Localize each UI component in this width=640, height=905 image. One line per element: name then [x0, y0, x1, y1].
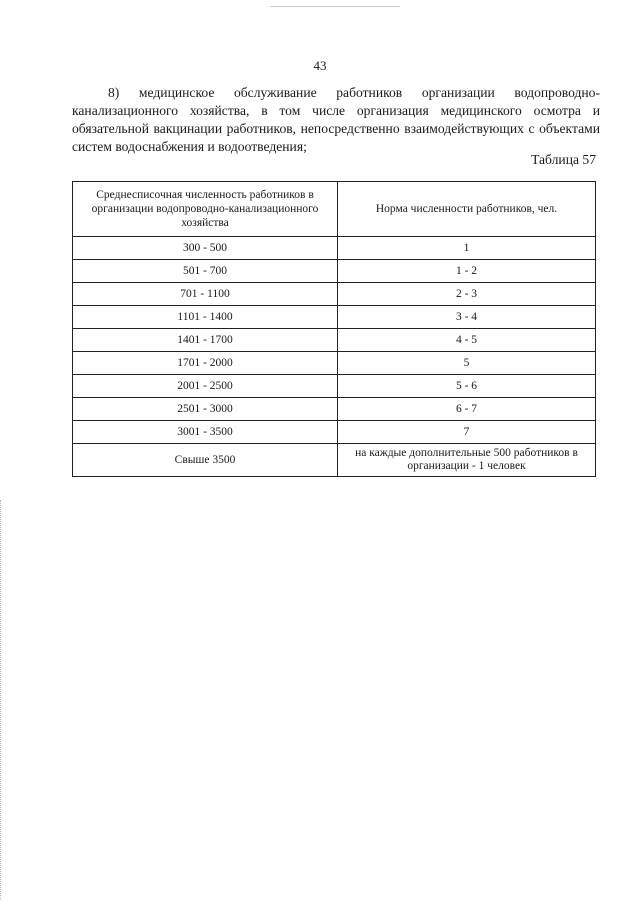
- table-caption: Таблица 57: [531, 152, 596, 167]
- cell-norm: 7: [338, 421, 596, 444]
- table-row: [73, 237, 596, 260]
- table-row: [73, 421, 596, 444]
- cell-range: 2501 - 3000: [73, 398, 338, 421]
- staffing-norm-table: [72, 181, 596, 477]
- intro-paragraph: 8) медицинское обслуживание работников организации водопроводно-канализационного хозяйства, в том числе организация медицинского осмотра и обязательной вакцинации работников, непосредственно взаимодействующих с объектами систем водоснабжения и водоотведения;: [72, 85, 600, 154]
- cell-range: 1401 - 1700: [73, 329, 338, 352]
- cell-range: 3001 - 3500: [73, 421, 338, 444]
- cell-norm: 1: [338, 237, 596, 260]
- cell-norm: на каждые дополнительные 500 работников в организации - 1 человек: [338, 444, 596, 477]
- table-row: [73, 306, 596, 329]
- cell-range: 1101 - 1400: [73, 306, 338, 329]
- table-header-row: [73, 182, 596, 237]
- cell-range: Свыше 3500: [73, 444, 338, 477]
- cell-range: 1701 - 2000: [73, 352, 338, 375]
- scan-left-edge: [0, 500, 3, 900]
- page-number: 43: [313, 58, 327, 73]
- table-row: [73, 352, 596, 375]
- cell-norm: 6 - 7: [338, 398, 596, 421]
- cell-norm: 4 - 5: [338, 329, 596, 352]
- cell-norm: 2 - 3: [338, 283, 596, 306]
- table-row-over-3500: [73, 444, 596, 477]
- table-row: [73, 329, 596, 352]
- header-staff-count: Среднесписочная численность работников в организации водопроводно-канализационного хозяйства: [73, 182, 338, 237]
- table-row: [73, 375, 596, 398]
- cell-range: 701 - 1100: [73, 283, 338, 306]
- cell-norm: 5 - 6: [338, 375, 596, 398]
- cell-norm: 5: [338, 352, 596, 375]
- table-row: [73, 283, 596, 306]
- cell-norm: 1 - 2: [338, 260, 596, 283]
- cell-range: 2001 - 2500: [73, 375, 338, 398]
- cell-range: 300 - 500: [73, 237, 338, 260]
- table-row: [73, 260, 596, 283]
- cell-norm: 3 - 4: [338, 306, 596, 329]
- table-row: [73, 398, 596, 421]
- header-norm: Норма численности работников, чел.: [338, 182, 596, 237]
- cell-range: 501 - 700: [73, 260, 338, 283]
- scan-top-edge: [270, 0, 400, 7]
